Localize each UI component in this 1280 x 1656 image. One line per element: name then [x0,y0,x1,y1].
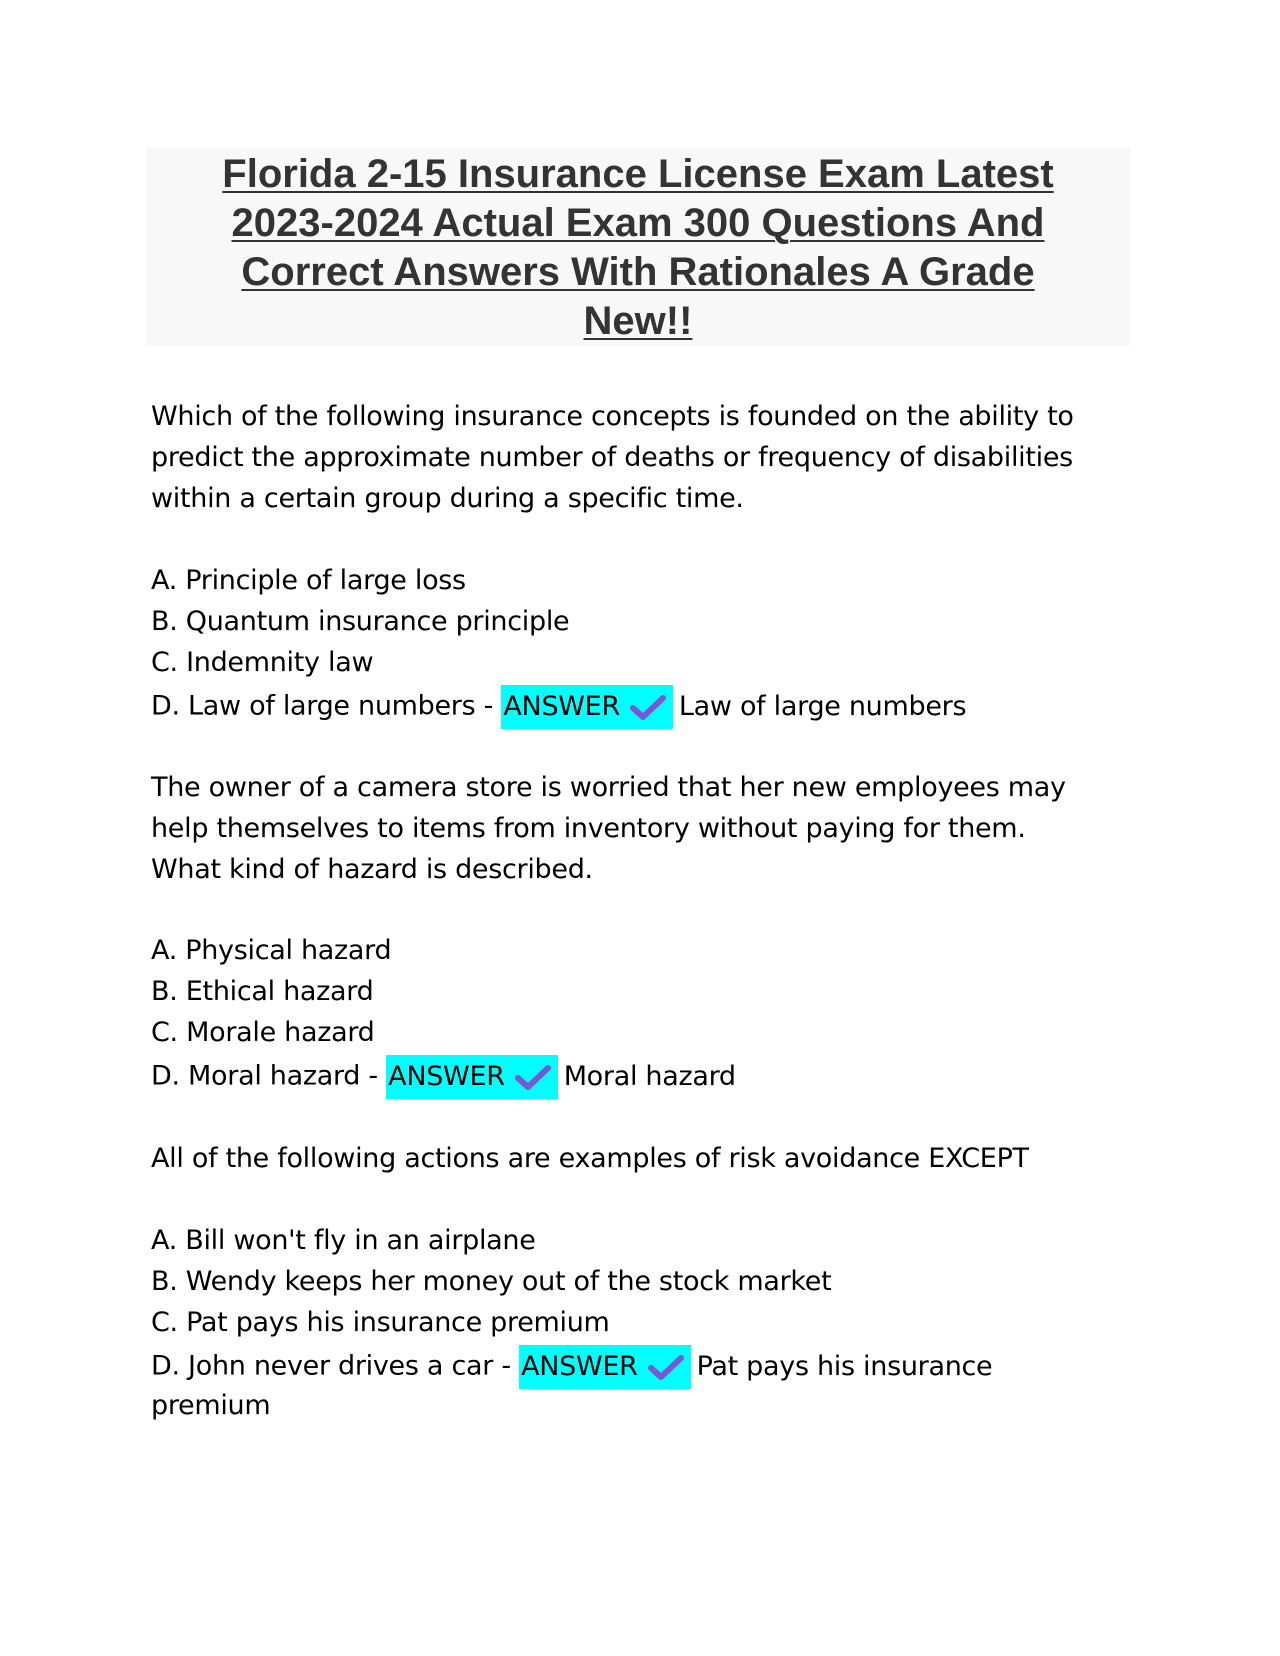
option-d-with-answer [151,1345,1131,1389]
answer-highlight [386,1055,558,1099]
answer-continuation: premium [151,1390,271,1421]
option-c: C. Indemnity law [151,647,374,678]
document-title [146,150,1130,346]
option-a: A. Principle of large loss [151,565,466,596]
question-text: All of the following actions are examples of risk avoidance EXCEPT [151,1143,1029,1174]
answer-highlight [519,1345,691,1389]
check-mark-icon [515,1064,551,1090]
option-a: A. Physical hazard [151,935,392,966]
answer-text: Law of large numbers [678,690,967,722]
option-d-with-answer [151,685,1131,729]
answer-text: Pat pays his insurance [696,1350,993,1382]
option-d-with-answer [151,1055,1131,1099]
title-line-3: Correct Answers With Rationales A Grade [241,250,1035,294]
question-text: The owner of a camera store is worried that her new employees may help themselves to items from inventory without paying for them. What kind of hazard is described. [151,772,1066,885]
option-list-2 [151,930,1131,1099]
title-line-2: 2023-2024 Actual Exam 300 Questions And [231,201,1045,245]
option-d-text: D. John never drives a car - [151,1350,520,1382]
question-text: Which of the following insurance concepts is founded on the ability to predict the approximate number of deaths or frequency of disabilities within a certain group during a specific time. [151,401,1074,514]
answer-label: ANSWER [503,691,620,722]
option-c: C. Pat pays his insurance premium [151,1307,610,1338]
option-d-text: D. Moral hazard - [151,1060,387,1092]
option-b: B. Quantum insurance principle [151,606,570,637]
question-block-2 [151,767,1131,890]
option-list-1 [151,560,1131,729]
question-block-3 [151,1138,1131,1179]
option-a: A. Bill won't fly in an airplane [151,1225,536,1256]
answer-text: Moral hazard [563,1060,736,1092]
check-mark-icon [648,1354,684,1380]
option-d-text: D. Law of large numbers - [151,690,502,722]
option-list-3 [151,1220,1131,1426]
answer-label: ANSWER [521,1351,638,1382]
question-block-1 [151,396,1131,519]
check-mark-icon [630,694,666,720]
option-b: B. Wendy keeps her money out of the stock market [151,1266,832,1297]
title-line-4: New!! [583,299,693,343]
answer-label: ANSWER [388,1061,505,1092]
title-line-1: Florida 2-15 Insurance License Exam Latest [222,152,1054,196]
option-b: B. Ethical hazard [151,976,374,1007]
option-c: C. Morale hazard [151,1017,375,1048]
answer-highlight [501,685,673,729]
